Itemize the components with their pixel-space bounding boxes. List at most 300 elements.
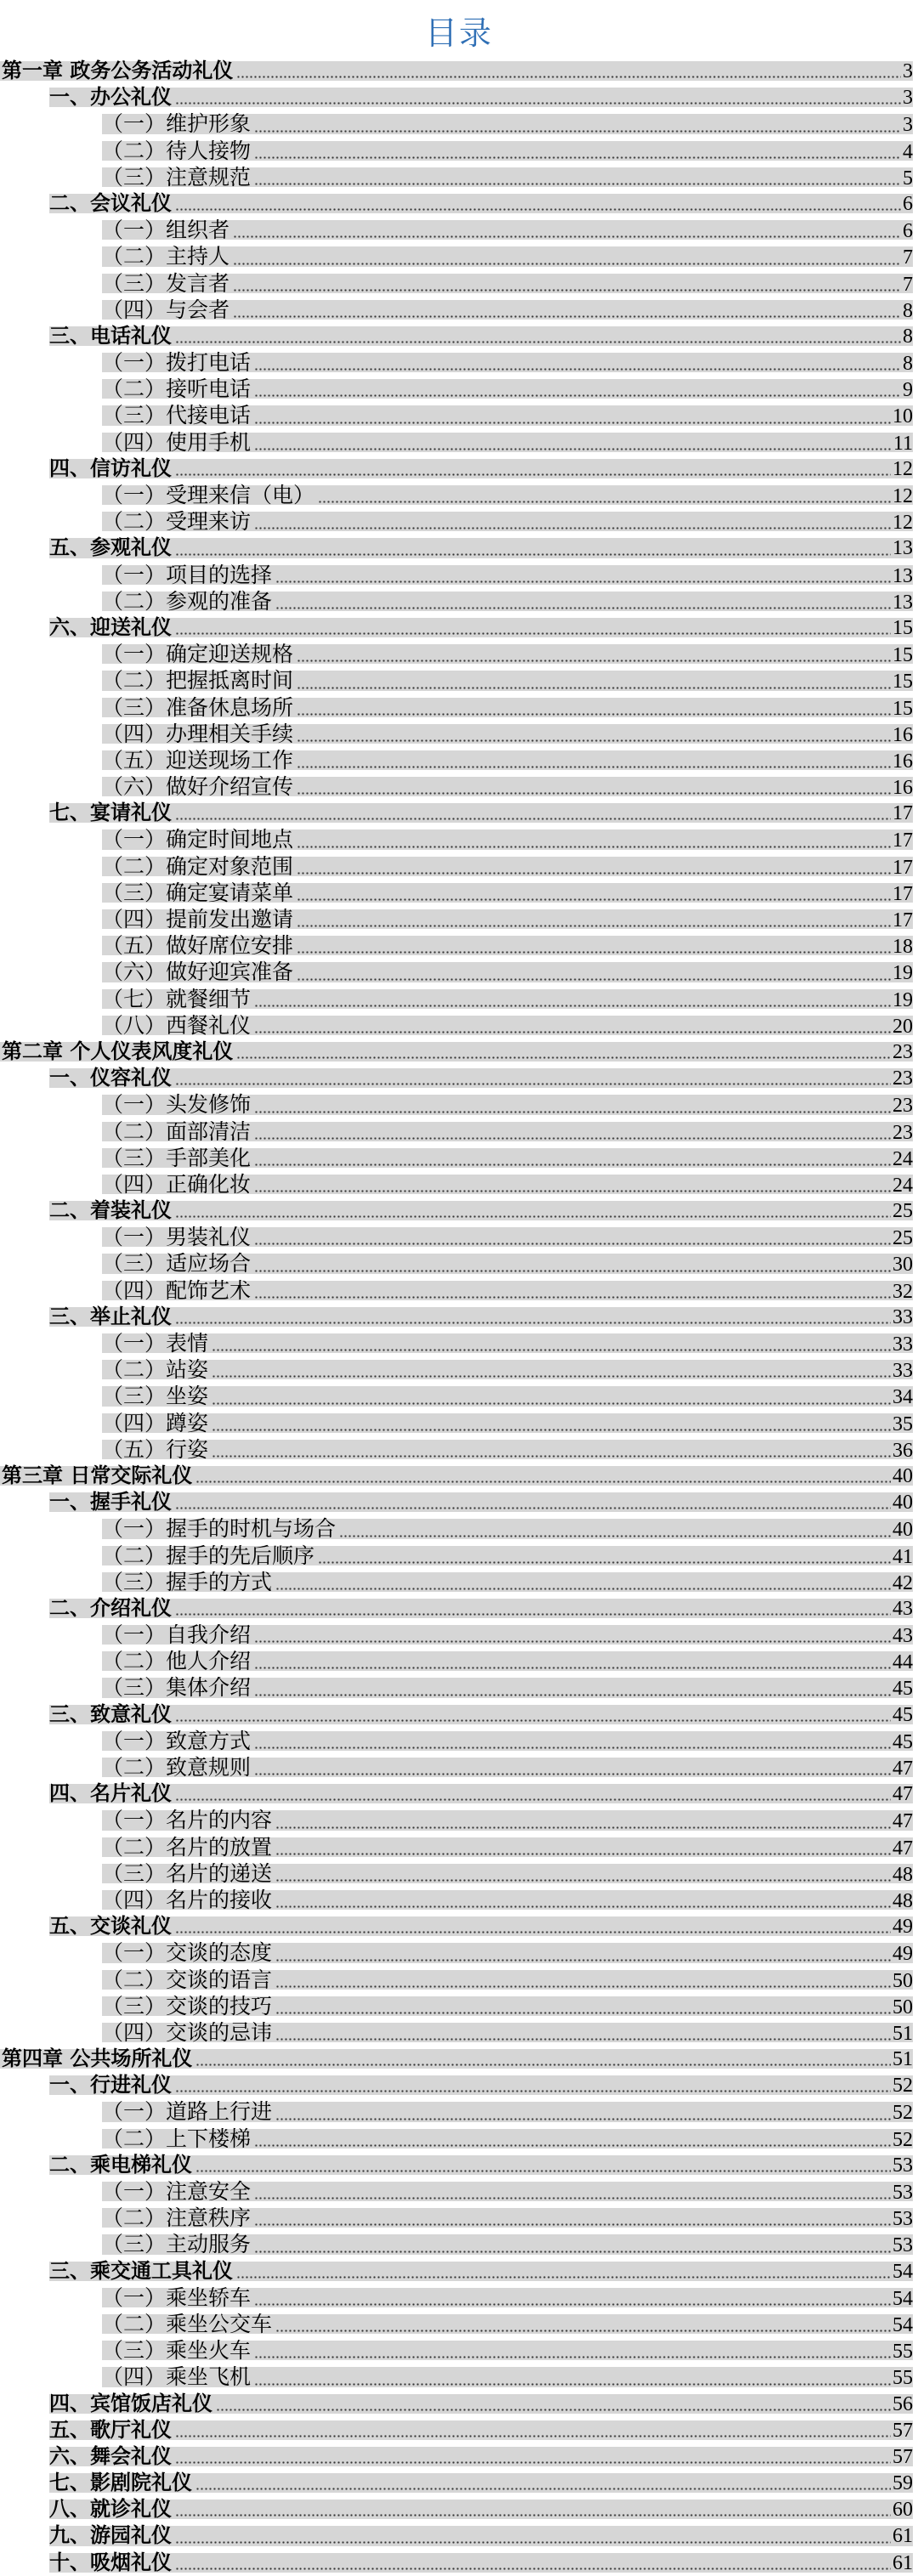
toc-subsection-entry[interactable] bbox=[0, 402, 918, 428]
entry-page-number: 13 bbox=[892, 591, 913, 614]
dot-leader bbox=[254, 156, 901, 159]
dot-leader bbox=[254, 1270, 891, 1272]
dot-leader bbox=[175, 208, 901, 211]
dot-leader bbox=[254, 2250, 891, 2253]
entry-page-number: 15 bbox=[892, 616, 913, 639]
dot-leader bbox=[254, 368, 901, 371]
entry-label: 一、办公礼仪 bbox=[49, 85, 172, 110]
entry-label: （二）握手的先后顺序 bbox=[102, 1543, 315, 1568]
entry-label: （四）交谈的忌讳 bbox=[102, 2019, 273, 2045]
entry-page-number: 12 bbox=[892, 485, 913, 507]
entry-page-number: 3 bbox=[903, 87, 913, 110]
entry-page-number: 15 bbox=[892, 671, 913, 694]
entry-label: 三、电话礼仪 bbox=[49, 323, 172, 348]
toc-subsection-entry[interactable] bbox=[0, 508, 918, 535]
toc-subsection-entry[interactable] bbox=[0, 2098, 918, 2125]
toc-subsection-entry[interactable] bbox=[0, 880, 918, 906]
toc-subsection-entry[interactable] bbox=[0, 1622, 918, 1648]
toc-section-entry[interactable] bbox=[0, 2417, 918, 2443]
entry-page-number: 9 bbox=[903, 379, 913, 402]
dot-leader bbox=[254, 183, 901, 185]
entry-label: 第四章 公共场所礼仪 bbox=[2, 2047, 193, 2071]
entry-label: （四）办理相关手续 bbox=[102, 721, 294, 746]
dot-leader bbox=[175, 1507, 891, 1509]
toc-subsection-entry[interactable] bbox=[0, 138, 918, 164]
entry-label: （一）名片的内容 bbox=[102, 1808, 273, 1833]
toc-subsection-entry[interactable] bbox=[0, 667, 918, 694]
dot-leader bbox=[233, 235, 901, 238]
toc-subsection-entry[interactable] bbox=[0, 1754, 918, 1781]
dot-leader bbox=[254, 1163, 891, 1166]
entry-page-number: 59 bbox=[892, 2472, 913, 2495]
entry-label: 八、就诊礼仪 bbox=[49, 2497, 172, 2522]
dot-leader bbox=[297, 660, 891, 662]
entry-page-number: 45 bbox=[892, 1703, 913, 1726]
toc-subsection-entry[interactable] bbox=[0, 1967, 918, 1993]
entry-page-number: 47 bbox=[892, 1783, 913, 1806]
toc-subsection-entry[interactable] bbox=[0, 773, 918, 800]
entry-label: （二）名片的放置 bbox=[102, 1834, 273, 1860]
dot-leader bbox=[297, 872, 891, 875]
toc-subsection-entry[interactable] bbox=[0, 1807, 918, 1833]
toc-subsection-entry[interactable] bbox=[0, 1383, 918, 1409]
toc-subsection-entry[interactable] bbox=[0, 588, 918, 614]
dot-leader bbox=[275, 2330, 891, 2332]
entry-page-number: 12 bbox=[892, 457, 913, 480]
dot-leader bbox=[196, 2488, 891, 2490]
entry-label: （二）注意秩序 bbox=[102, 2205, 252, 2231]
toc-subsection-entry[interactable] bbox=[0, 1648, 918, 1674]
dot-leader bbox=[196, 2064, 891, 2066]
entry-page-number: 54 bbox=[892, 2260, 913, 2283]
entry-label: （三）主动服务 bbox=[102, 2232, 252, 2257]
toc-section-entry[interactable] bbox=[0, 535, 918, 561]
toc-subsection-entry[interactable] bbox=[0, 826, 918, 852]
toc-subsection-entry[interactable] bbox=[0, 959, 918, 985]
entry-page-number: 23 bbox=[892, 1095, 913, 1118]
toc-section-entry[interactable] bbox=[0, 456, 918, 482]
toc-subsection-entry[interactable] bbox=[0, 1728, 918, 1754]
entry-page-number: 50 bbox=[892, 1969, 913, 1992]
entry-label: （五）行姿 bbox=[102, 1436, 209, 1462]
toc-section-entry[interactable] bbox=[0, 1781, 918, 1807]
entry-page-number: 53 bbox=[892, 2154, 913, 2177]
toc-section-entry[interactable] bbox=[0, 2550, 918, 2576]
entry-label: （四）配饰艺术 bbox=[102, 1277, 252, 1303]
toc-section-entry[interactable] bbox=[0, 2072, 918, 2098]
dot-leader bbox=[236, 76, 901, 78]
dot-leader bbox=[212, 1402, 891, 1405]
toc-subsection-entry[interactable] bbox=[0, 1145, 918, 1171]
toc-section-entry[interactable] bbox=[0, 1701, 918, 1728]
entry-page-number: 5 bbox=[903, 167, 913, 190]
entry-label: 二、着装礼仪 bbox=[49, 1198, 172, 1223]
toc-subsection-entry[interactable] bbox=[0, 986, 918, 1012]
entry-label: （三）交谈的技巧 bbox=[102, 1993, 273, 2018]
entry-page-number: 17 bbox=[892, 882, 913, 905]
entry-page-number: 55 bbox=[892, 2341, 913, 2364]
entry-page-number: 61 bbox=[892, 2525, 913, 2548]
dot-leader bbox=[254, 1111, 891, 1113]
entry-label: （三）集体介绍 bbox=[102, 1675, 252, 1701]
entry-label: 五、交谈礼仪 bbox=[49, 1914, 172, 1939]
dot-leader bbox=[297, 846, 891, 848]
entry-label: 五、歌厅礼仪 bbox=[49, 2417, 172, 2442]
dot-leader bbox=[212, 1375, 891, 1378]
entry-page-number: 51 bbox=[892, 2048, 913, 2071]
entry-label: 一、行进礼仪 bbox=[49, 2073, 172, 2098]
entry-page-number: 17 bbox=[892, 856, 913, 879]
entry-label: （四）与会者 bbox=[102, 297, 230, 322]
entry-label: （二）接听电话 bbox=[102, 376, 252, 402]
dot-leader bbox=[254, 1137, 891, 1140]
entry-label: （三）手部美化 bbox=[102, 1145, 252, 1170]
toc-subsection-entry[interactable] bbox=[0, 906, 918, 932]
dot-leader bbox=[196, 2170, 891, 2172]
entry-label: 一、握手礼仪 bbox=[49, 1490, 172, 1514]
entry-page-number: 16 bbox=[892, 723, 913, 746]
toc-section-entry[interactable] bbox=[0, 2152, 918, 2178]
toc-subsection-entry[interactable] bbox=[0, 2364, 918, 2390]
entry-page-number: 43 bbox=[892, 1625, 913, 1648]
toc-subsection-entry[interactable] bbox=[0, 429, 918, 456]
toc-section-entry[interactable] bbox=[0, 614, 918, 641]
dot-leader bbox=[175, 102, 901, 105]
entry-page-number: 40 bbox=[892, 1464, 913, 1487]
entry-page-number: 33 bbox=[892, 1305, 913, 1328]
toc-chapter-entry[interactable] bbox=[0, 1039, 918, 1065]
entry-page-number: 57 bbox=[892, 2445, 913, 2468]
dot-leader bbox=[254, 2144, 891, 2147]
toc-subsection-entry[interactable] bbox=[0, 747, 918, 773]
entry-page-number: 60 bbox=[892, 2499, 913, 2522]
entry-label: 二、介绍礼仪 bbox=[49, 1595, 172, 1620]
entry-label: 五、参观礼仪 bbox=[49, 535, 172, 560]
toc-subsection-entry[interactable] bbox=[0, 1860, 918, 1887]
entry-label: （一）注意安全 bbox=[102, 2179, 252, 2204]
entry-label: （一）乘坐轿车 bbox=[102, 2284, 252, 2310]
entry-label: 三、致意礼仪 bbox=[49, 1701, 172, 1726]
dot-leader bbox=[196, 1480, 891, 1483]
dot-leader bbox=[175, 818, 891, 820]
toc-subsection-entry[interactable] bbox=[0, 1569, 918, 1595]
entry-page-number: 47 bbox=[892, 1810, 913, 1833]
dot-leader bbox=[275, 1853, 891, 1855]
entry-label: （三）乘坐火车 bbox=[102, 2338, 252, 2364]
toc-subsection-entry[interactable] bbox=[0, 1356, 918, 1383]
entry-page-number: 52 bbox=[892, 2075, 913, 2098]
toc-subsection-entry[interactable] bbox=[0, 1410, 918, 1436]
toc-subsection-entry[interactable] bbox=[0, 482, 918, 508]
dot-leader bbox=[233, 315, 901, 318]
entry-page-number: 61 bbox=[892, 2551, 913, 2574]
dot-leader bbox=[254, 1773, 891, 1775]
entry-page-number: 17 bbox=[892, 802, 913, 825]
toc-section-entry[interactable] bbox=[0, 1489, 918, 1515]
dot-leader bbox=[297, 766, 891, 768]
toc-subsection-entry[interactable] bbox=[0, 1543, 918, 1569]
toc-section-entry[interactable] bbox=[0, 1304, 918, 1330]
entry-page-number: 51 bbox=[892, 2022, 913, 2045]
toc-subsection-entry[interactable] bbox=[0, 721, 918, 747]
entry-label: 四、名片礼仪 bbox=[49, 1781, 172, 1806]
entry-page-number: 56 bbox=[892, 2392, 913, 2415]
dot-leader bbox=[297, 951, 891, 954]
toc-subsection-entry[interactable] bbox=[0, 1277, 918, 1304]
toc-subsection-entry[interactable] bbox=[0, 853, 918, 880]
toc-subsection-entry[interactable] bbox=[0, 1250, 918, 1277]
toc-section-entry[interactable] bbox=[0, 2522, 918, 2549]
dot-leader bbox=[175, 1719, 891, 1722]
entry-page-number: 23 bbox=[892, 1067, 913, 1090]
toc-section-entry[interactable] bbox=[0, 2496, 918, 2522]
entry-page-number: 33 bbox=[892, 1360, 913, 1383]
dot-leader bbox=[275, 1959, 891, 1962]
toc-section-entry[interactable] bbox=[0, 323, 918, 349]
dot-leader bbox=[254, 527, 891, 529]
entry-page-number: 40 bbox=[892, 1519, 913, 1542]
toc-subsection-entry[interactable] bbox=[0, 376, 918, 402]
toc-subsection-entry[interactable] bbox=[0, 1224, 918, 1250]
toc-subsection-entry[interactable] bbox=[0, 2311, 918, 2337]
entry-page-number: 13 bbox=[892, 564, 913, 587]
toc-subsection-entry[interactable] bbox=[0, 641, 918, 667]
entry-page-number: 6 bbox=[903, 220, 913, 243]
entry-label: （四）名片的接收 bbox=[102, 1887, 273, 1912]
entry-label: （一）自我介绍 bbox=[102, 1622, 252, 1648]
entry-label: （三）确定宴请菜单 bbox=[102, 880, 294, 905]
toc-subsection-entry[interactable] bbox=[0, 694, 918, 721]
dot-leader bbox=[233, 289, 901, 292]
dot-leader bbox=[175, 2090, 891, 2092]
entry-label: （四）蹲姿 bbox=[102, 1410, 209, 1435]
dot-leader bbox=[254, 1694, 891, 1696]
toc-subsection-entry[interactable] bbox=[0, 217, 918, 243]
dot-leader bbox=[318, 1561, 891, 1564]
entry-page-number: 43 bbox=[892, 1597, 913, 1620]
dot-leader bbox=[254, 1296, 891, 1299]
entry-label: （二）站姿 bbox=[102, 1357, 209, 1383]
entry-page-number: 54 bbox=[892, 2287, 913, 2310]
dot-leader bbox=[254, 1031, 891, 1033]
entry-label: （二）交谈的语言 bbox=[102, 1967, 273, 1992]
dot-leader bbox=[175, 2541, 891, 2544]
dot-leader bbox=[236, 2276, 891, 2279]
toc-subsection-entry[interactable] bbox=[0, 2231, 918, 2257]
entry-label: （一）维护形象 bbox=[102, 111, 252, 137]
entry-page-number: 19 bbox=[892, 988, 913, 1011]
entry-page-number: 3 bbox=[903, 60, 913, 82]
entry-page-number: 3 bbox=[903, 114, 913, 137]
entry-page-number: 53 bbox=[892, 2234, 913, 2257]
entry-label: （一）受理来信（电） bbox=[102, 483, 315, 507]
toc-subsection-entry[interactable] bbox=[0, 2337, 918, 2364]
toc-subsection-entry[interactable] bbox=[0, 349, 918, 376]
dot-leader bbox=[175, 553, 891, 556]
toc-subsection-entry[interactable] bbox=[0, 1674, 918, 1701]
toc-chapter-entry[interactable] bbox=[0, 2046, 918, 2072]
dot-leader bbox=[254, 130, 901, 133]
entry-page-number: 52 bbox=[892, 2128, 913, 2151]
toc-subsection-entry[interactable] bbox=[0, 1993, 918, 2019]
toc-section-entry[interactable] bbox=[0, 1595, 918, 1622]
entry-page-number: 8 bbox=[903, 325, 913, 348]
dot-leader bbox=[175, 341, 901, 343]
toc-subsection-entry[interactable] bbox=[0, 1939, 918, 1966]
entry-page-number: 32 bbox=[892, 1280, 913, 1303]
entry-page-number: 16 bbox=[892, 750, 913, 773]
entry-label: （三）发言者 bbox=[102, 270, 230, 296]
dot-leader bbox=[254, 1190, 891, 1192]
toc-chapter-entry[interactable] bbox=[0, 58, 918, 84]
toc-subsection-entry[interactable] bbox=[0, 1436, 918, 1463]
dot-leader bbox=[254, 2197, 891, 2200]
entry-page-number: 52 bbox=[892, 2102, 913, 2125]
entry-label: （二）把握抵离时间 bbox=[102, 668, 294, 694]
entry-page-number: 40 bbox=[892, 1492, 913, 1514]
entry-label: 四、信访礼仪 bbox=[49, 456, 172, 480]
entry-page-number: 49 bbox=[892, 1943, 913, 1966]
toc-subsection-entry[interactable] bbox=[0, 164, 918, 190]
toc-section-entry[interactable] bbox=[0, 1197, 918, 1224]
toc-subsection-entry[interactable] bbox=[0, 1330, 918, 1356]
entry-page-number: 53 bbox=[892, 2208, 913, 2231]
toc-section-entry[interactable] bbox=[0, 2443, 918, 2470]
dot-leader bbox=[254, 1005, 891, 1007]
entry-page-number: 10 bbox=[892, 405, 913, 428]
entry-label: （二）致意规则 bbox=[102, 1755, 252, 1780]
dot-leader bbox=[275, 2118, 891, 2120]
entry-page-number: 33 bbox=[892, 1333, 913, 1356]
entry-page-number: 41 bbox=[892, 1545, 913, 1568]
toc-subsection-entry[interactable] bbox=[0, 297, 918, 323]
entry-page-number: 23 bbox=[892, 1121, 913, 1144]
entry-label: （三）握手的方式 bbox=[102, 1569, 273, 1594]
toc-section-entry[interactable] bbox=[0, 1913, 918, 1939]
entry-label: （一）交谈的态度 bbox=[102, 1940, 273, 1966]
entry-label: （三）名片的递送 bbox=[102, 1860, 273, 1886]
dot-leader bbox=[297, 713, 891, 716]
toc-section-entry[interactable] bbox=[0, 800, 918, 826]
entry-label: （三）代接电话 bbox=[102, 403, 252, 428]
entry-label: （六）做好迎宾准备 bbox=[102, 960, 294, 985]
toc-section-entry[interactable] bbox=[0, 2258, 918, 2284]
toc-section-entry[interactable] bbox=[0, 84, 918, 110]
entry-label: （四）使用手机 bbox=[102, 429, 252, 455]
entry-page-number: 15 bbox=[892, 697, 913, 720]
entry-label: 第三章 日常交际礼仪 bbox=[2, 1463, 193, 1487]
entry-label: （二）主持人 bbox=[102, 244, 230, 269]
entry-label: （二）乘坐公交车 bbox=[102, 2311, 273, 2336]
entry-label: 三、举止礼仪 bbox=[49, 1304, 172, 1328]
dot-leader bbox=[175, 1083, 891, 1085]
entry-page-number: 42 bbox=[892, 1571, 913, 1594]
dot-leader bbox=[297, 978, 891, 981]
entry-page-number: 55 bbox=[892, 2367, 913, 2390]
toc-subsection-entry[interactable] bbox=[0, 562, 918, 588]
dot-leader bbox=[175, 1215, 891, 1218]
entry-page-number: 8 bbox=[903, 299, 913, 322]
toc-section-entry[interactable] bbox=[0, 2470, 918, 2496]
entry-label: 六、迎送礼仪 bbox=[49, 614, 172, 639]
entry-label: （一）男装礼仪 bbox=[102, 1225, 252, 1250]
toc-section-entry[interactable] bbox=[0, 1065, 918, 1091]
dot-leader bbox=[275, 1985, 891, 1988]
toc-subsection-entry[interactable] bbox=[0, 1834, 918, 1860]
toc-subsection-entry[interactable] bbox=[0, 2178, 918, 2205]
dot-leader bbox=[175, 1798, 891, 1801]
toc-chapter-entry[interactable] bbox=[0, 1463, 918, 1489]
toc-subsection-entry[interactable] bbox=[0, 243, 918, 269]
dot-leader bbox=[175, 2461, 891, 2464]
dot-leader bbox=[297, 925, 891, 927]
toc-subsection-entry[interactable] bbox=[0, 1887, 918, 1913]
entry-label: （七）就餐细节 bbox=[102, 986, 252, 1011]
dot-leader bbox=[254, 2303, 891, 2306]
dot-leader bbox=[254, 422, 891, 424]
entry-page-number: 24 bbox=[892, 1174, 913, 1197]
entry-page-number: 44 bbox=[892, 1651, 913, 1674]
dot-leader bbox=[254, 2383, 891, 2386]
dot-leader bbox=[254, 1747, 891, 1749]
entry-page-number: 49 bbox=[892, 1916, 913, 1939]
dot-leader bbox=[254, 1243, 891, 1245]
toc-subsection-entry[interactable] bbox=[0, 1012, 918, 1039]
toc-subsection-entry[interactable] bbox=[0, 2284, 918, 2311]
entry-page-number: 34 bbox=[892, 1386, 913, 1409]
entry-label: （一）头发修饰 bbox=[102, 1092, 252, 1118]
entry-page-number: 36 bbox=[892, 1439, 913, 1462]
toc-subsection-entry[interactable] bbox=[0, 2205, 918, 2231]
toc-subsection-entry[interactable] bbox=[0, 932, 918, 959]
toc-section-entry[interactable] bbox=[0, 190, 918, 217]
dot-leader bbox=[175, 2568, 891, 2570]
entry-label: （五）做好席位安排 bbox=[102, 933, 294, 959]
entry-label: （一）组织者 bbox=[102, 218, 230, 243]
entry-label: （一）道路上行进 bbox=[102, 2099, 273, 2125]
entry-label: 三、乘交通工具礼仪 bbox=[49, 2258, 233, 2283]
entry-page-number: 25 bbox=[892, 1227, 913, 1250]
toc-subsection-entry[interactable] bbox=[0, 2126, 918, 2152]
toc-subsection-entry[interactable] bbox=[0, 2019, 918, 2046]
entry-label: （一）确定时间地点 bbox=[102, 827, 294, 852]
entry-label: 二、会议礼仪 bbox=[49, 190, 172, 215]
dot-leader bbox=[254, 1667, 891, 1669]
entry-page-number: 18 bbox=[892, 936, 913, 959]
dot-leader bbox=[275, 2012, 891, 2014]
toc-subsection-entry[interactable] bbox=[0, 1171, 918, 1197]
dot-leader bbox=[297, 739, 891, 742]
entry-label: 七、影剧院礼仪 bbox=[49, 2471, 192, 2495]
toc-subsection-entry[interactable] bbox=[0, 1515, 918, 1542]
toc-subsection-entry[interactable] bbox=[0, 1118, 918, 1145]
dot-leader bbox=[254, 2356, 891, 2358]
entry-label: 一、仪容礼仪 bbox=[49, 1066, 172, 1090]
dot-leader bbox=[297, 792, 891, 795]
entry-label: （一）项目的选择 bbox=[102, 562, 273, 587]
toc-subsection-entry[interactable] bbox=[0, 110, 918, 137]
entry-page-number: 47 bbox=[892, 1758, 913, 1780]
dot-leader bbox=[236, 1056, 891, 1059]
dot-leader bbox=[254, 1640, 891, 1643]
entry-page-number: 23 bbox=[892, 1040, 913, 1063]
toc-subsection-entry[interactable] bbox=[0, 270, 918, 297]
toc-title: 目录 bbox=[424, 14, 493, 52]
entry-page-number: 17 bbox=[892, 909, 913, 931]
entry-label: 七、宴请礼仪 bbox=[49, 801, 172, 825]
toc-subsection-entry[interactable] bbox=[0, 1091, 918, 1118]
toc-section-entry[interactable] bbox=[0, 2391, 918, 2417]
